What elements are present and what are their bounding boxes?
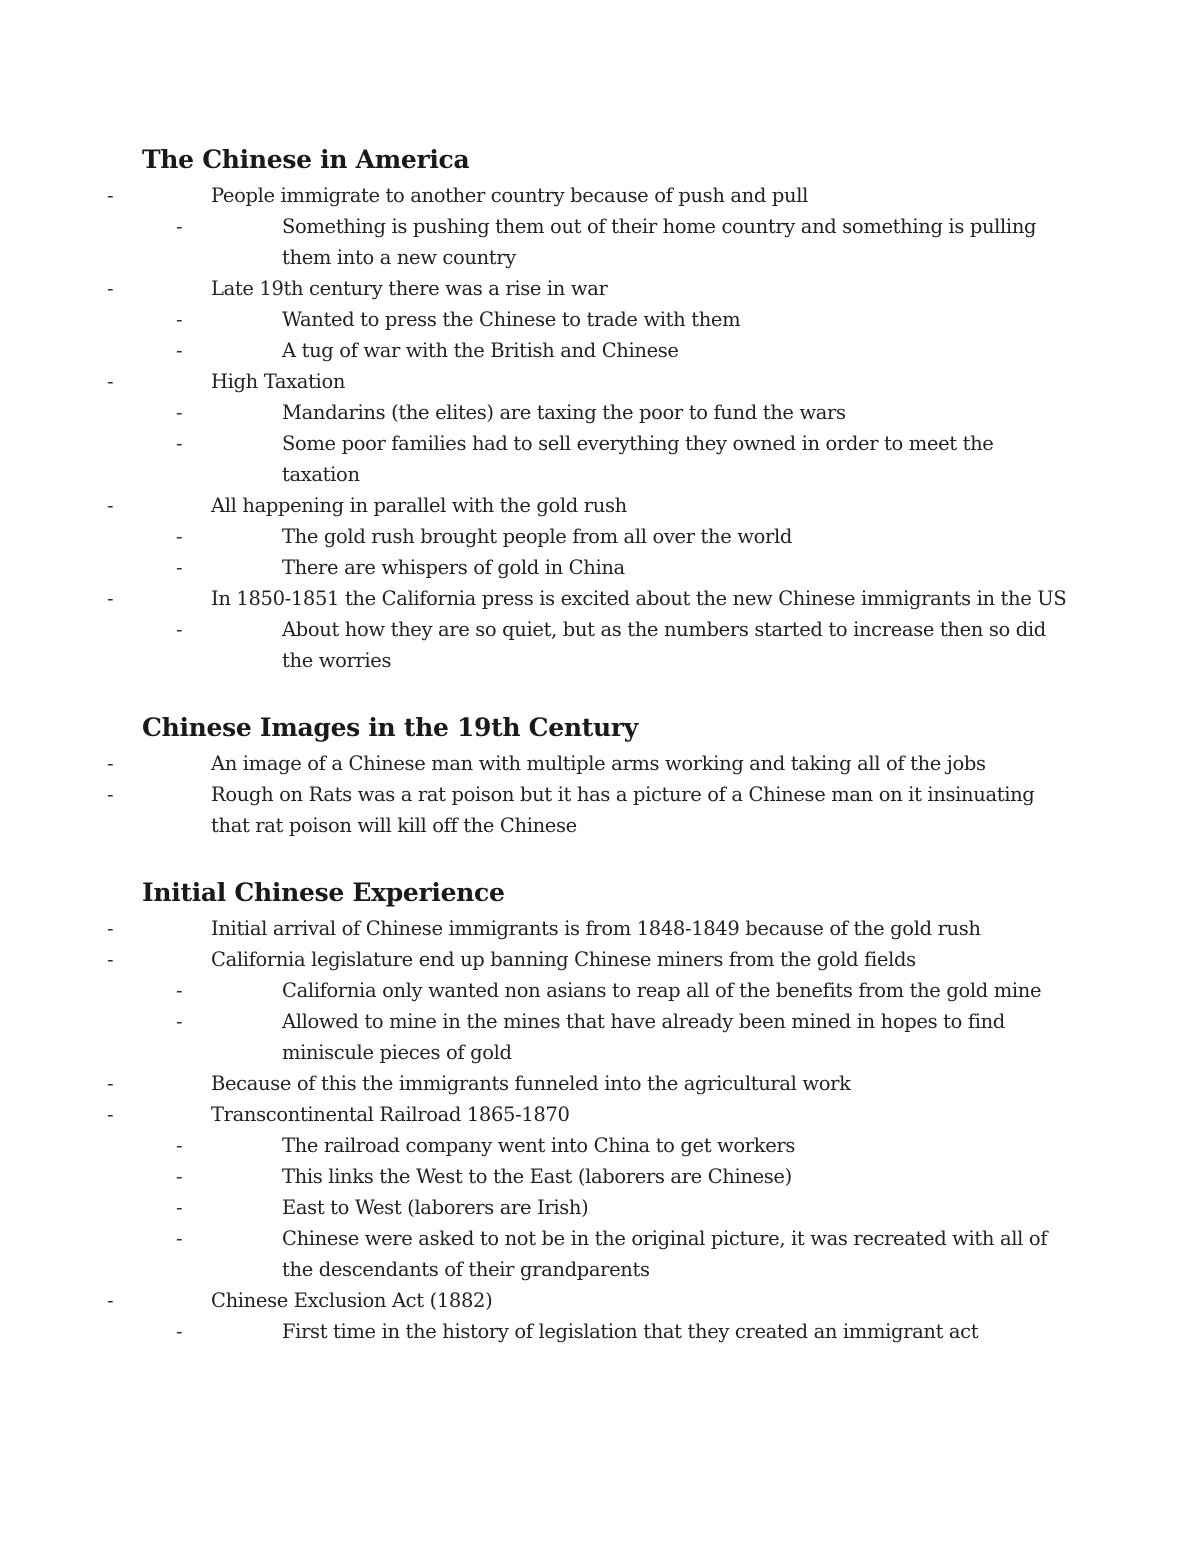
sub-list-item-text: Something is pushing them out of their home country and something is pulling them into a new country [282, 215, 1037, 269]
sub-list-item [176, 1316, 1072, 1347]
sub-list-item [176, 304, 1072, 335]
bullet-dash: - [176, 215, 183, 238]
sub-bullet-list [176, 211, 1072, 273]
section-heading: Chinese Images in the 19th Century [142, 713, 638, 742]
sub-bullet-list [176, 614, 1072, 676]
bullet-dash: - [176, 525, 183, 548]
sub-list-item-text: About how they are so quiet, but as the numbers started to increase then so did the worries [282, 618, 1046, 672]
list-item [107, 583, 1072, 676]
list-item [107, 779, 1072, 841]
bullet-dash: - [107, 1072, 114, 1095]
sub-list-item [176, 552, 1072, 583]
bullet-dash: - [107, 184, 114, 207]
sub-list-item [176, 335, 1072, 366]
section-heading: The Chinese in America [142, 145, 470, 174]
list-item-text: People immigrate to another country because of push and pull [211, 184, 808, 207]
bullet-dash: - [176, 556, 183, 579]
bullet-dash: - [176, 1196, 183, 1219]
bullet-dash: - [107, 1103, 114, 1126]
sub-list-item [176, 1192, 1072, 1223]
bullet-dash: - [107, 783, 114, 806]
sub-list-item-text: A tug of war with the British and Chinese [282, 339, 679, 362]
list-item [107, 1285, 1072, 1347]
sub-list-item-text: Allowed to mine in the mines that have already been mined in hopes to find miniscule pieces of gold [282, 1010, 1005, 1064]
bullet-dash: - [107, 948, 114, 971]
bullet-dash: - [176, 308, 183, 331]
bullet-dash: - [107, 370, 114, 393]
bullet-dash: - [107, 752, 114, 775]
bullet-dash: - [176, 618, 183, 641]
list-item-text: California legislature end up banning Chinese miners from the gold fields [211, 948, 916, 971]
list-item-text: Because of this the immigrants funneled into the agricultural work [211, 1072, 851, 1095]
sub-list-item [176, 1161, 1072, 1192]
list-item-text: Chinese Exclusion Act (1882) [211, 1289, 493, 1312]
bullet-list [107, 180, 1072, 676]
sub-list-item-text: This links the West to the East (laborers are Chinese) [282, 1165, 792, 1188]
bullet-dash: - [107, 277, 114, 300]
sub-list-item [176, 1130, 1072, 1161]
sub-list-item [176, 1006, 1072, 1068]
bullet-dash: - [176, 1134, 183, 1157]
list-item-text: An image of a Chinese man with multiple arms working and taking all of the jobs [211, 752, 986, 775]
bullet-dash: - [176, 979, 183, 1002]
list-item-text: Rough on Rats was a rat poison but it has a picture of a Chinese man on it insinuating that rat poison will kill off the Chinese [211, 783, 1035, 837]
sub-list-item-text: Some poor families had to sell everything they owned in order to meet the taxation [282, 432, 994, 486]
document-body [107, 140, 1072, 1347]
bullet-dash: - [107, 917, 114, 940]
sub-list-item [176, 521, 1072, 552]
bullet-list [107, 748, 1072, 841]
sub-list-item [176, 397, 1072, 428]
section [107, 708, 1072, 841]
bullet-dash: - [176, 1165, 183, 1188]
bullet-dash: - [107, 587, 114, 610]
list-item-text: High Taxation [211, 370, 346, 393]
sub-bullet-list [176, 304, 1072, 366]
list-item [107, 1099, 1072, 1285]
sub-bullet-list [176, 521, 1072, 583]
bullet-dash: - [176, 401, 183, 424]
sub-list-item-text: The gold rush brought people from all over the world [282, 525, 792, 548]
sub-list-item [176, 428, 1072, 490]
list-item [107, 366, 1072, 490]
sub-list-item-text: Mandarins (the elites) are taxing the poor to fund the wars [282, 401, 846, 424]
section-heading: Initial Chinese Experience [142, 878, 505, 907]
list-item [107, 913, 1072, 944]
bullet-dash: - [176, 432, 183, 455]
sub-list-item [176, 1223, 1072, 1285]
sub-list-item-text: Wanted to press the Chinese to trade with them [282, 308, 741, 331]
list-item-text: Transcontinental Railroad 1865-1870 [211, 1103, 570, 1126]
sub-list-item [176, 975, 1072, 1006]
list-item [107, 1068, 1072, 1099]
list-item-text: Late 19th century there was a rise in war [211, 277, 608, 300]
list-item [107, 748, 1072, 779]
sub-bullet-list [176, 397, 1072, 490]
bullet-dash: - [176, 1320, 183, 1343]
sub-bullet-list [176, 1316, 1072, 1347]
sub-bullet-list [176, 1130, 1072, 1285]
bullet-list [107, 913, 1072, 1347]
bullet-dash: - [107, 494, 114, 517]
section [107, 140, 1072, 676]
sub-list-item-text: First time in the history of legislation that they created an immigrant act [282, 1320, 979, 1343]
list-item [107, 273, 1072, 366]
sub-list-item [176, 211, 1072, 273]
list-item-text: Initial arrival of Chinese immigrants is from 1848-1849 because of the gold rush [211, 917, 981, 940]
sub-list-item-text: East to West (laborers are Irish) [282, 1196, 589, 1219]
sub-list-item [176, 614, 1072, 676]
bullet-dash: - [107, 1289, 114, 1312]
section [107, 873, 1072, 1347]
sub-list-item-text: The railroad company went into China to get workers [282, 1134, 796, 1157]
list-item [107, 180, 1072, 273]
list-item [107, 490, 1072, 583]
list-item-text: All happening in parallel with the gold rush [211, 494, 627, 517]
bullet-dash: - [176, 1227, 183, 1250]
list-item [107, 944, 1072, 1068]
list-item-text: In 1850-1851 the California press is excited about the new Chinese immigrants in the US [211, 587, 1067, 610]
sub-bullet-list [176, 975, 1072, 1068]
bullet-dash: - [176, 339, 183, 362]
sub-list-item-text: There are whispers of gold in China [282, 556, 625, 579]
bullet-dash: - [176, 1010, 183, 1033]
sub-list-item-text: California only wanted non asians to reap all of the benefits from the gold mine [282, 979, 1042, 1002]
sub-list-item-text: Chinese were asked to not be in the original picture, it was recreated with all of the descendants of their grandparents [282, 1227, 1048, 1281]
